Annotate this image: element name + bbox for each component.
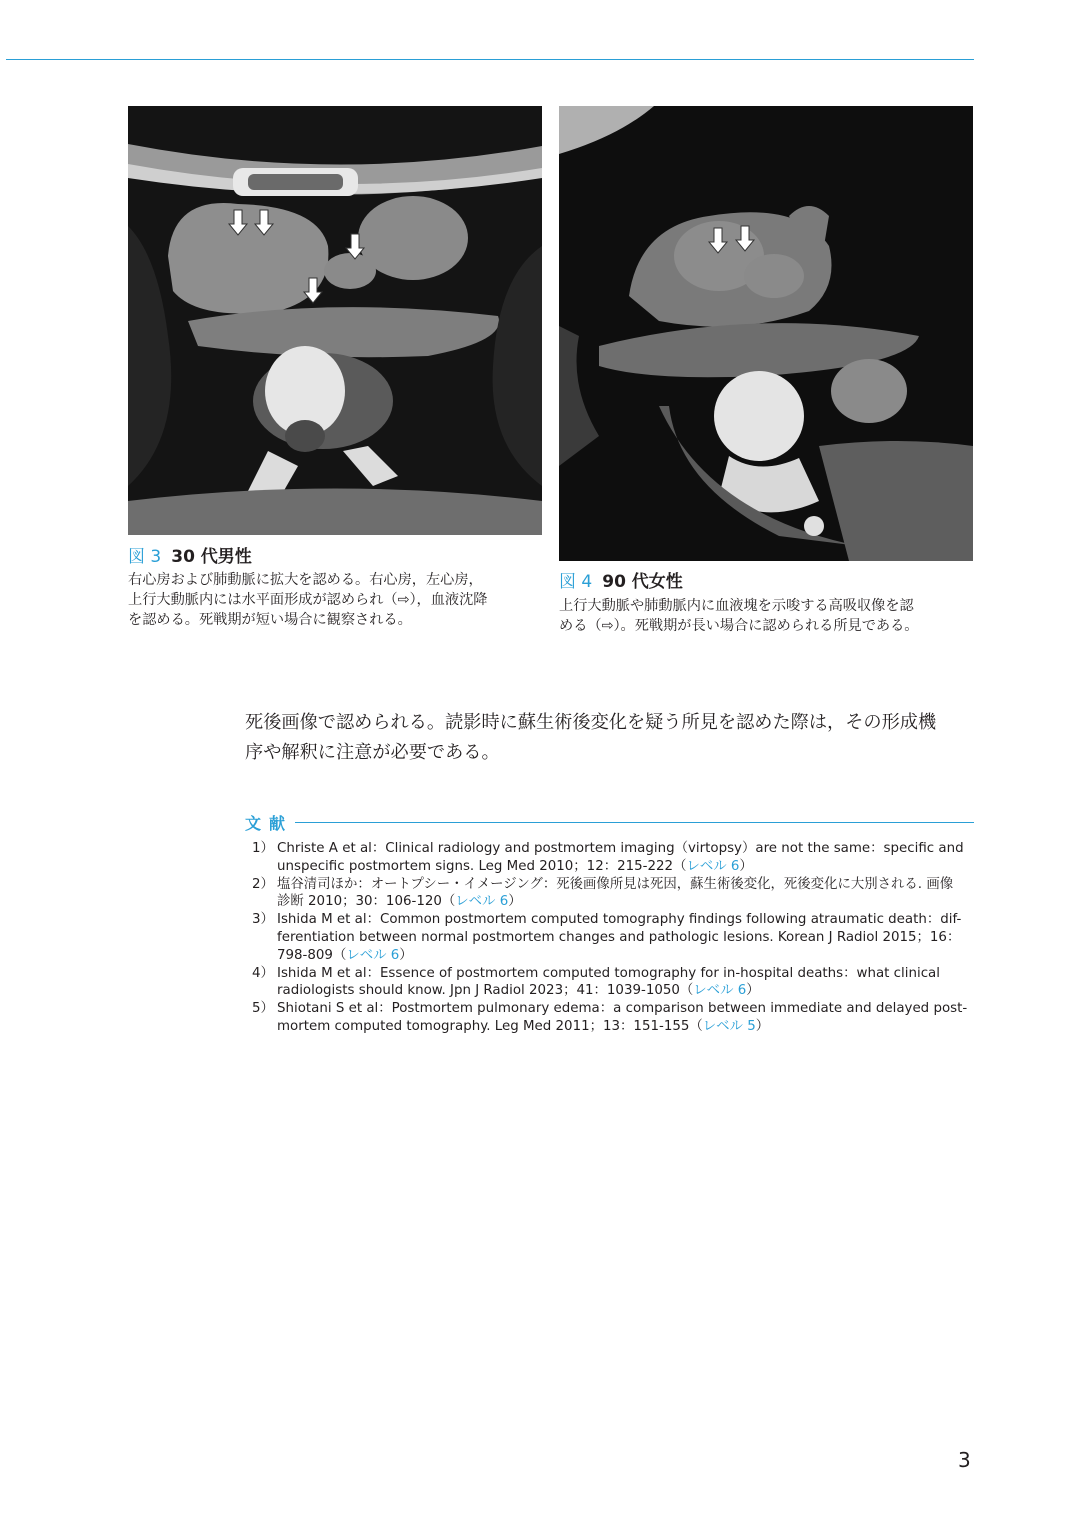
reference-line-last: unspecific postmortem signs. Leg Med 2010；12：215-222（レベル 6） bbox=[277, 858, 753, 874]
reference-line: 塩谷清司ほか：オートプシー・イメージング：死後画像所見は死因，蘇生術後変化，死後変化に大別される. 画像 bbox=[277, 876, 954, 892]
reference-line-last: mortem computed tomography. Leg Med 2011；13：151-155（レベル 5） bbox=[277, 1018, 770, 1034]
figure-3-caption bbox=[128, 570, 544, 630]
caption-line: 右心房および肺動脈に拡大を認める。右心房，左心房， bbox=[128, 572, 483, 588]
figure-4-ct-image bbox=[559, 106, 973, 561]
references-rule bbox=[291, 822, 974, 823]
reference-number: 2） bbox=[252, 876, 274, 892]
reference-line: Christe A et al：Clinical radiology and postmortem imaging（virtopsy）are not the same：specific and bbox=[277, 841, 964, 856]
reference-number: 1） bbox=[252, 841, 274, 856]
evidence-level: レベル 6 bbox=[455, 894, 509, 910]
header-rule bbox=[6, 59, 974, 60]
evidence-level: レベル 6 bbox=[346, 947, 400, 963]
figure-4-label: 図 4 bbox=[559, 572, 593, 592]
figure-3-ct-image bbox=[128, 106, 542, 535]
caption-line: 上行大動脈内には水平面形成が認められ（⇨），血液沈降 bbox=[128, 592, 488, 608]
figure-3-caption-heading bbox=[128, 542, 252, 567]
body-line: 序や解釈に注意が必要である。 bbox=[245, 742, 500, 763]
reference-number: 3） bbox=[252, 912, 274, 928]
reference-line: Shiotani S et al：Postmortem pulmonary edema：a comparison between immediate and delayed post- bbox=[277, 1001, 968, 1017]
page-number: 3 bbox=[958, 1448, 971, 1472]
body-paragraph bbox=[245, 708, 975, 768]
figure-4-caption-heading bbox=[559, 567, 683, 592]
figure-4-caption bbox=[559, 596, 975, 636]
reference-line: ferentiation between normal postmortem changes and pathologic lesions. Korean J Radiol 2015；16： bbox=[277, 929, 961, 945]
reference-line-last: 798-809（レベル 6） bbox=[277, 947, 413, 963]
caption-line: める（⇨）。死戦期が長い場合に認められる所見である。 bbox=[559, 618, 919, 634]
reference-line: Ishida M et al：Common postmortem computed tomography findings following atraumatic death：dif- bbox=[277, 912, 962, 928]
reference-item bbox=[245, 840, 974, 875]
reference-text: 798-809 bbox=[277, 947, 333, 963]
reference-text: unspecific postmortem signs. Leg Med 2010；12：215-222 bbox=[277, 858, 674, 874]
reference-number: 5） bbox=[252, 1001, 274, 1017]
reference-line: Ishida M et al：Essence of postmortem computed tomography for in-hospital deaths：what clinical bbox=[277, 965, 940, 981]
reference-line-last: 診断 2010；30：106-120（レベル 6） bbox=[277, 894, 522, 910]
reference-number: 4） bbox=[252, 965, 274, 981]
reference-text: 診断 2010；30：106-120 bbox=[277, 894, 442, 910]
evidence-level: レベル 5 bbox=[702, 1018, 756, 1034]
references-heading bbox=[245, 811, 974, 835]
references-list bbox=[245, 840, 974, 1036]
reference-item bbox=[245, 876, 974, 911]
reference-line-last: radiologists should know. Jpn J Radiol 2023；41：1039-1050（レベル 6） bbox=[277, 983, 760, 999]
evidence-level: レベル 6 bbox=[693, 983, 747, 999]
reference-item bbox=[245, 965, 974, 1000]
reference-item bbox=[245, 1000, 974, 1035]
evidence-level: レベル 6 bbox=[686, 858, 740, 874]
body-line: 死後画像で認められる。読影時に蘇生術後変化を疑う所見を認めた際は，その形成機 bbox=[245, 712, 937, 733]
reference-item bbox=[245, 911, 974, 964]
figure-3-title: 30 代男性 bbox=[171, 547, 252, 567]
caption-line: を認める。死戦期が短い場合に観察される。 bbox=[128, 612, 412, 628]
references-title: 文献 bbox=[245, 811, 295, 834]
reference-text: radiologists should know. Jpn J Radiol 2023；41：1039-1050 bbox=[277, 983, 680, 999]
caption-line: 上行大動脈や肺動脈内に血液塊を示唆する高吸収像を認 bbox=[559, 598, 914, 614]
figure-3-label: 図 3 bbox=[128, 547, 162, 567]
figure-4-title: 90 代女性 bbox=[602, 572, 683, 592]
reference-text: mortem computed tomography. Leg Med 2011；13：151-155 bbox=[277, 1018, 690, 1034]
